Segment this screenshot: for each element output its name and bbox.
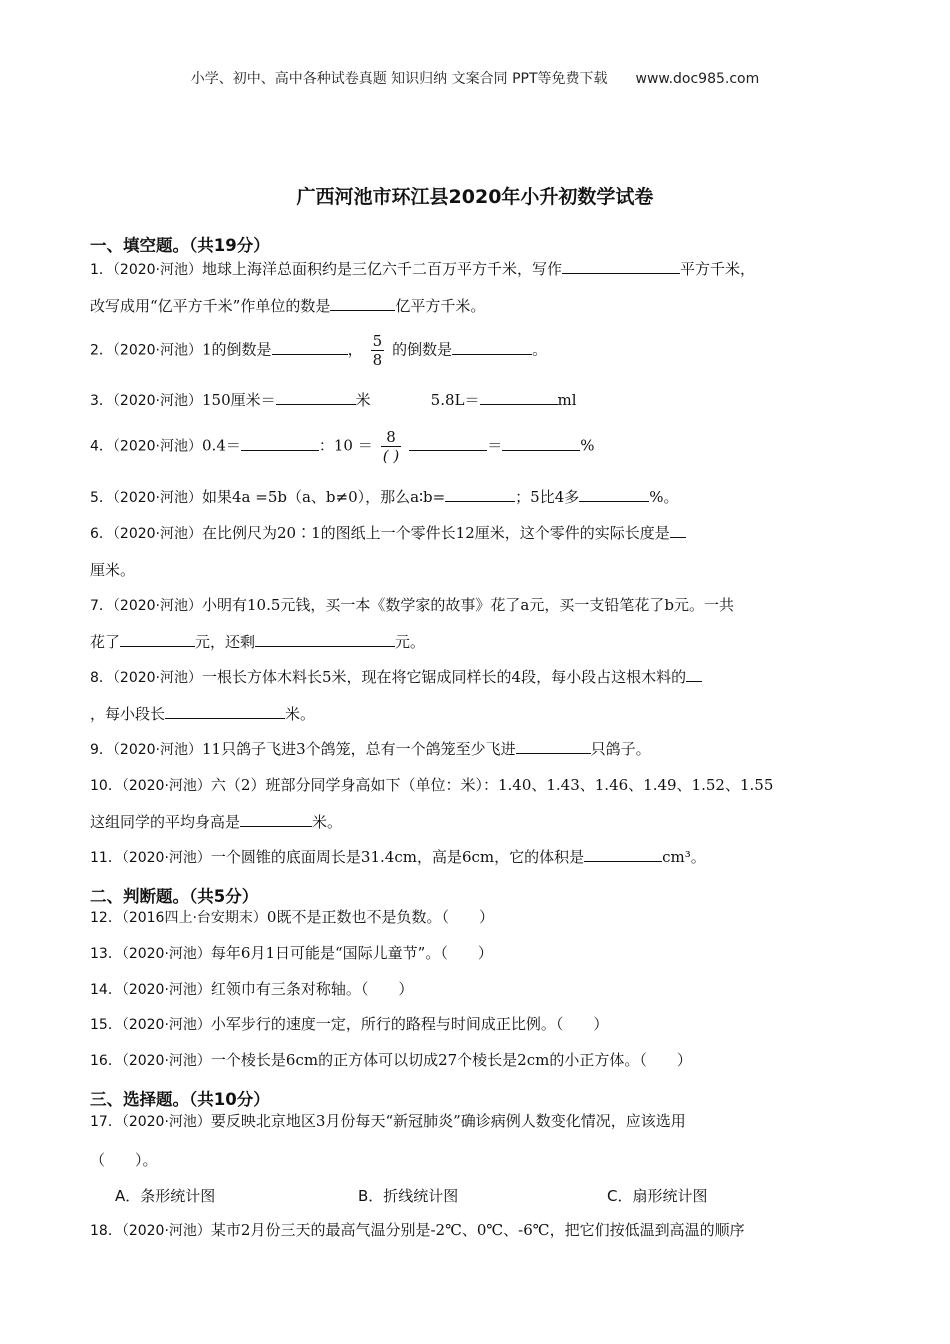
answer-blank[interactable] [165,704,285,719]
option-c[interactable]: C．扇形统计图 [607,1187,708,1205]
question-4: 4．（2020·河池）0.4＝ ：10 ＝ $\frac{8}{( )}$ ＝ % [90,428,595,465]
answer-blank[interactable] [579,487,649,502]
question-7-cont: 花了 元，还剩 元。 [90,633,426,651]
question-16: 16．（2020·河池）一个棱长是6cm的正方体可以切成27个棱长是2cm的小正方体。（ ） [90,1051,692,1069]
answer-blank[interactable] [240,812,312,827]
answer-blank[interactable] [330,296,395,311]
question-18: 18．（2020·河池）某市2月份三天的最高气温分别是-2℃、0℃、-6℃，把它们按低温到高温的顺序 [90,1221,745,1239]
question-3: 3．（2020·河池）150厘米＝ 米 5.8L＝ ml [90,391,577,409]
page-header [0,68,950,88]
section-heading-judge: 二、判断题。（共5分） [90,887,259,906]
answer-blank[interactable] [452,340,532,355]
fraction: $\frac{8}{( )}$ [382,428,400,465]
page-title: 广西河池市环江县2020年小升初数学试卷 [296,186,654,208]
option-b[interactable]: B．折线统计图 [358,1187,459,1205]
question-6-cont: 厘米。 [90,561,136,579]
header-text: 小学、初中、高中各种试卷真题 知识归纳 文案合同 PPT等免费下载 [190,71,608,87]
question-17: 17．（2020·河池）要反映北京地区3月份每天“新冠肺炎”确诊病例人数变化情况，应该选用 [90,1112,686,1130]
answer-blank[interactable] [686,667,702,682]
question-9: 9．（2020·河池）11只鸽子飞进3个鸽笼，总有一个鸽笼至少飞进 只鸽子。 [90,740,651,758]
question-13: 13．（2020·河池）每年6月1日可能是“国际儿童节”。（ ） [90,944,493,962]
answer-blank[interactable] [272,340,348,355]
answer-blank[interactable] [409,436,487,451]
question-10: 10．（2020·河池）六（2）班部分同学身高如下（单位：米）：1.40、1.43、1.46、1.49、1.52、1.55 [90,776,774,794]
answer-blank[interactable] [516,739,591,754]
question-8: 8．（2020·河池）一根长方体木料长5米，现在将它锯成同样长的4段，每小段占这根木料的 [90,667,702,688]
answer-blank[interactable] [584,847,662,862]
section-heading-fill: 一、填空题。（共19分） [90,236,270,255]
question-1: 1．（2020·河池）地球上海洋总面积约是三亿六千二百万平方千米，写作 平方千米， [90,260,756,278]
question-1-cont: 改写成用“亿平方千米”作单位的数是 亿平方千米。 [90,297,486,315]
question-7: 7．（2020·河池）小明有10.5元钱，买一本《数学家的故事》花了a元，买一支铅笔花了b元。一共 [90,596,734,614]
question-15: 15．（2020·河池）小军步行的速度一定，所行的路程与时间成正比例。（ ） [90,1015,609,1033]
question-5: 5．（2020·河池）如果4a =5b（a、b≠0），那么a∶b= ；5比4多 %。 [90,488,679,506]
question-2: 2．（2020·河池）1的倒数是 ， $\frac{5}{8}$ 的倒数是 。 [90,332,548,369]
section-heading-choice: 三、选择题。（共10分） [90,1090,270,1109]
option-a[interactable]: A．条形统计图 [115,1187,216,1205]
answer-blank[interactable] [670,523,686,538]
question-11: 11．（2020·河池）一个圆锥的底面周长是31.4cm，高是6cm，它的体积是 cm³。 [90,848,706,866]
answer-blank[interactable] [445,487,515,502]
question-14: 14．（2020·河池）红领巾有三条对称轴。（ ） [90,980,414,998]
question-6: 6．（2020·河池）在比例尺为20∶1的图纸上一个零件长12厘米，这个零件的实际长度是 [90,523,686,544]
answer-blank[interactable] [502,436,580,451]
question-10-cont: 这组同学的平均身高是 米。 [90,813,343,831]
answer-blank[interactable] [255,632,395,647]
header-url[interactable]: www.doc985.com [635,71,760,87]
question-17-cont: （ ）。 [90,1151,158,1169]
answer-blank[interactable] [480,390,558,405]
answer-blank[interactable] [241,436,319,451]
answer-blank[interactable] [562,259,680,274]
answer-blank[interactable] [276,390,356,405]
fraction: $\frac{5}{8}$ [372,332,383,369]
question-8-cont: ，每小段长 米。 [90,705,316,723]
answer-blank[interactable] [120,632,195,647]
question-12: 12．（2016四上·台安期末）0既不是正数也不是负数。（ ） [90,908,494,926]
